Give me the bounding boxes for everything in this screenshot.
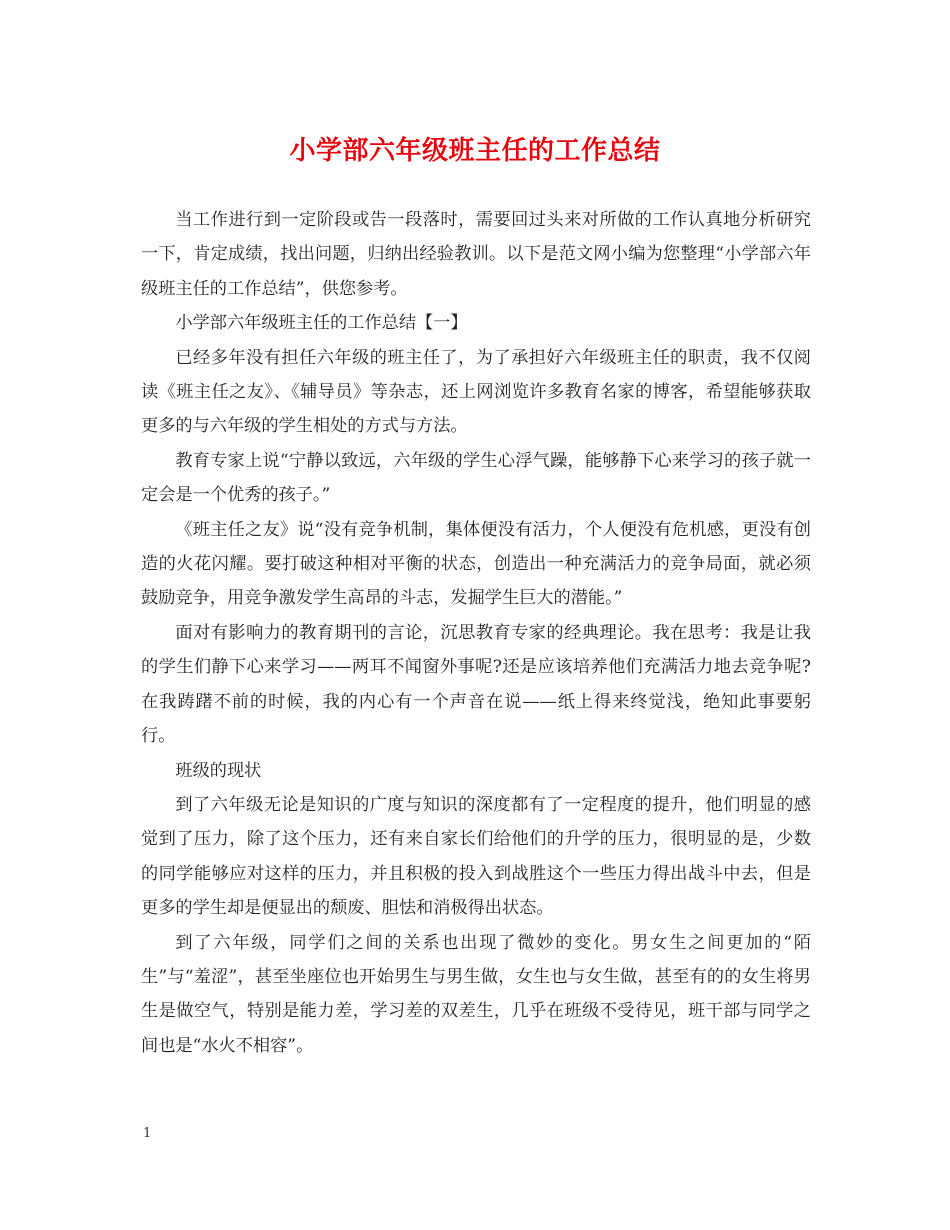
document-body [141,203,811,1063]
section-heading-part-one: 小学部六年级班主任的工作总结【一】 [175,313,468,334]
paragraph: 《班主任之友》说“没有竞争机制，集体便没有活力，个人便没有危机感，更没有创造的火花闪耀。要打破这种相对平衡的状态，创造出一种充满活力的竞争局面，就必须鼓励竞争，用竞争激发学生高昂的斗志，发掘学生巨大的潜能。” [141,519,811,609]
paragraph: 到了六年级，同学们之间的关系也出现了微妙的变化。男女生之间更加的“陌生”与“羞涩”，甚至坐座位也开始男生与男生做，女生也与女生做，甚至有的的女生将男生是做空气，特别是能力差，学习差的双差生，几乎在班级不受待见，班干部与同学之间也是“水火不相容”。 [141,932,811,1056]
page-title: 小学部六年级班主任的工作总结 [289,136,661,166]
paragraph: 到了六年级无论是知识的广度与知识的深度都有了一定程度的提升，他们明显的感觉到了压力，除了这个压力，还有来自家长们给他们的升学的压力，很明显的是，少数的同学能够应对这样的压力，并且积极的投入到战胜这个一些压力得出战斗中去，但是更多的学生却是便显出的颓废、胆怯和消极得出状态。 [141,794,811,919]
section-heading-class-status: 班级的现状 [175,760,262,781]
paragraph: 教育专家上说“宁静以致远，六年级的学生心浮气躁，能够静下心来学习的孩子就一定会是一个优秀的孩子。” [141,450,811,506]
page-number: 1 [143,1126,152,1141]
paragraph: 面对有影响力的教育期刊的言论，沉思教育专家的经典理论。我在思考：我是让我的学生们静下心来学习——两耳不闻窗外事呢?还是应该培养他们充满活力地去竞争呢?在我踌躇不前的时候，我的内心有一个声音在说——纸上得来终觉浅，绝知此事要躬行。 [141,622,811,747]
paragraph-intro: 当工作进行到一定阶段或告一段落时，需要回过头来对所做的工作认真地分析研究一下，肯定成绩，找出问题，归纳出经验教训。以下是范文网小编为您整理“小学部六年级班主任的工作总结”，供您参考。 [141,210,811,299]
paragraph: 已经多年没有担任六年级的班主任了，为了承担好六年级班主任的职责，我不仅阅读《班主任之友》、《辅导员》等杂志，还上网浏览许多教育名家的博客，希望能够获取更多的与六年级的学生相处的方式与方法。 [141,347,811,437]
